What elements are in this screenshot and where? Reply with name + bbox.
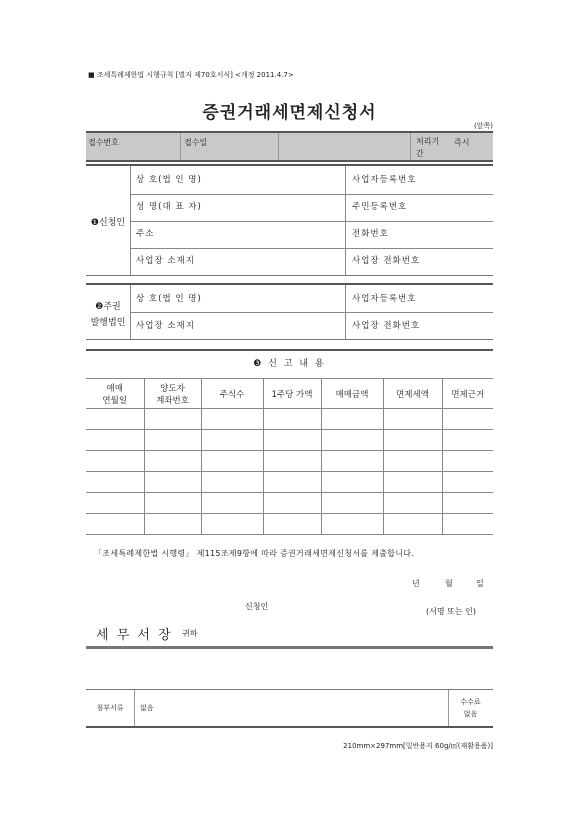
table-row — [86, 514, 493, 535]
issuer-site-phone-label: 사업장 전화번호 — [352, 321, 421, 331]
col-trade-amount: 매매금액 — [321, 379, 383, 409]
report-table — [86, 378, 493, 535]
issuer-section — [86, 283, 493, 340]
honorific-label: 귀하 — [182, 629, 198, 638]
page-title: 증권거래세면제신청서 — [202, 103, 377, 123]
fee-label: 수수료 — [460, 698, 481, 706]
report-section — [86, 349, 493, 535]
receipt-date-label: 접수일 — [184, 138, 208, 147]
table-row — [86, 493, 493, 514]
divider — [86, 646, 493, 649]
col-price-per-share: 1주당 가액 — [263, 379, 321, 409]
col-exempt-basis: 면제근거 — [442, 379, 493, 409]
form-reference: ■ 조세특례제한법 시행규칙 [별지 제70호서식] <개정 2011.4.7> — [88, 71, 294, 79]
receipt-number-label: 접수번호 — [88, 138, 119, 147]
col-trade-date: 매매 연월일 — [86, 379, 144, 409]
table-row — [86, 451, 493, 472]
fee-value: 없음 — [463, 710, 478, 718]
table-row — [86, 409, 493, 430]
attachments-label: 첨부서류 — [96, 704, 124, 712]
report-title: ❸ 신 고 내 용 — [253, 359, 326, 369]
applicant-address-label: 주소 — [136, 229, 155, 239]
table-row — [86, 472, 493, 493]
receipt-strip — [86, 131, 493, 162]
applicant-rep-label: 성 명(대 표 자) — [136, 202, 202, 212]
col-account: 양도자 계좌번호 — [144, 379, 201, 409]
applicant-site-phone-label: 사업장 전화번호 — [352, 256, 421, 266]
applicant-phone-label: 전화번호 — [352, 229, 389, 239]
applicant-company-label: 상 호(법 인 명) — [136, 175, 202, 185]
issuer-label-2: 발행법인 — [90, 318, 126, 328]
attachments-value: 없음 — [140, 704, 154, 712]
applicant-bizno-label: 사업자등록번호 — [352, 175, 417, 185]
tax-office-label: 세 무 서 장 — [96, 628, 173, 643]
paper-spec: 210mm×297mm[일반용지 60g/㎡(재활용품)] — [343, 742, 493, 750]
issuer-bizno-label: 사업자등록번호 — [352, 294, 417, 304]
signature-label: (서명 또는 인) — [426, 607, 476, 616]
col-exempt-tax: 면제세액 — [383, 379, 442, 409]
processing-period-value: 즉시 — [454, 138, 470, 147]
applicant-label: ❶신청인 — [90, 218, 126, 228]
col-shares: 주식수 — [201, 379, 263, 409]
date-year: 년 — [412, 579, 420, 588]
date-month: 월 — [445, 579, 453, 588]
issuer-label-1: ❷주권 — [95, 302, 121, 312]
statement-text: 「조세특례제한법 시행령」 제115조제9항에 따라 증권거래세면제신청서를 제출합니다. — [94, 549, 415, 558]
side-note: (앞쪽) — [474, 122, 493, 130]
processing-period-label: 처리기간 — [416, 137, 440, 158]
applicant-section — [86, 164, 493, 276]
applicant-sign-label: 신청인 — [245, 602, 269, 611]
table-row — [86, 430, 493, 451]
issuer-site-label: 사업장 소재지 — [136, 321, 195, 331]
applicant-site-label: 사업장 소재지 — [136, 256, 195, 266]
attachments-row — [86, 689, 493, 728]
issuer-company-label: 상 호(법 인 명) — [136, 294, 202, 304]
date-day: 일 — [476, 579, 484, 588]
applicant-resident-label: 주민등록번호 — [352, 202, 408, 212]
